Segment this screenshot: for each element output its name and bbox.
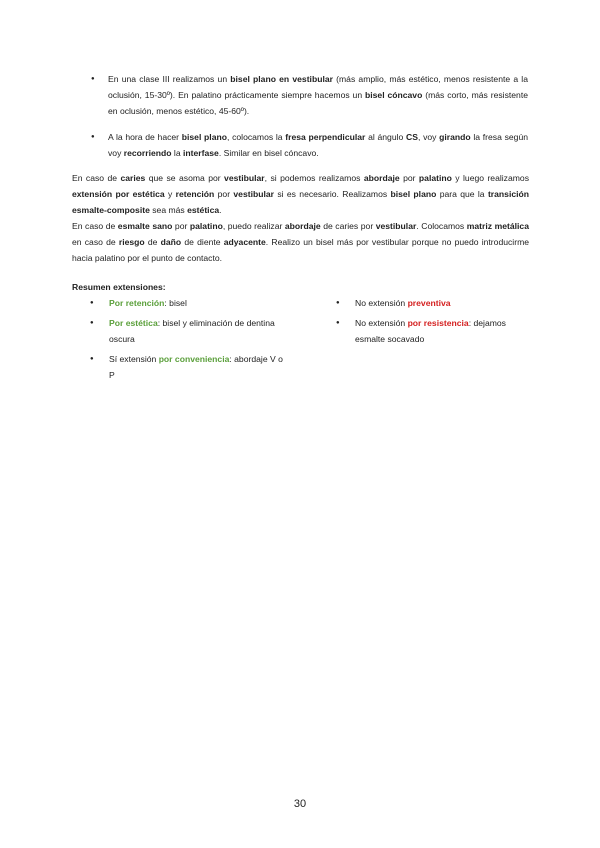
bold-text: recorriendo [123, 148, 172, 158]
paragraph-caries-vestibular: En caso de caries que se asoma por vestibular, si podemos realizamos abordaje por palatino y luego realizamos extensión por estética y retención por vestibular si es necesario. Realizamos bisel plano para que la transición esmalte-composite sea más estética. [72, 173, 530, 215]
bold-text: bisel plano [181, 132, 227, 142]
bold-text: bisel plano [390, 189, 437, 199]
bold-text: bisel plano en vestibular [230, 74, 333, 84]
green-text: Por retención [109, 298, 165, 308]
bold-text: extensión por estética [72, 189, 165, 199]
green-text: por conveniencia [158, 354, 230, 364]
red-text: preventiva [407, 298, 451, 308]
bold-text: vestibular [375, 221, 417, 231]
list-item: ● No extensión preventiva [336, 295, 536, 311]
bold-text: vestibular [233, 189, 274, 199]
bold-text: CS [406, 132, 418, 142]
list-item: ● Por estética: bisel y eliminación de dentina oscura [90, 315, 290, 347]
bold-text: fresa perpendicular [285, 132, 366, 142]
list-item: ● Por retención: bisel [90, 295, 290, 311]
summary-left-list [90, 295, 290, 387]
bold-text: adyacente [223, 237, 266, 247]
summary-right-list [336, 295, 536, 351]
summary-title: Resumen extensiones: [72, 282, 166, 292]
bold-text: abordaje [363, 173, 400, 183]
bold-text: daño [160, 237, 182, 247]
bold-text: caries [120, 173, 146, 183]
green-text: Por estética [109, 318, 158, 328]
paragraphs-block [72, 170, 529, 266]
bold-text: abordaje [284, 221, 321, 231]
bold-text: retención [175, 189, 215, 199]
list-item: ● Sí extensión por conveniencia: abordaje V o P [90, 351, 290, 383]
red-text: por resistencia [407, 318, 469, 328]
bold-text: bisel cóncavo [365, 90, 423, 100]
bold-text: palatino [189, 221, 223, 231]
bold-text: girando [439, 132, 471, 142]
paragraph-esmalte-sano-palatino: En caso de esmalte sano por palatino, puedo realizar abordaje de caries por vestibular. Colocamos matriz metálica en caso de riesgo de daño de diente adyacente. Realizo un bisel más por vestibular porque no puedo introducirme hacia palatino por el punto de contacto. [72, 221, 530, 263]
page-number: 30 [293, 798, 307, 810]
bold-text: transición esmalte-composite [72, 189, 530, 215]
bullet-bisel-plano-tecnica: ● A la hora de hacer bisel plano, colocamos la fresa perpendicular al ángulo CS, voy girando la fresa según voy recorriendo la interfase. Similar en bisel cóncavo. [108, 129, 528, 161]
bold-text: estética [187, 205, 220, 215]
bold-text: esmalte sano [117, 221, 173, 231]
list-item: ● No extensión por resistencia: dejamos esmalte socavado [336, 315, 536, 347]
bold-text: vestibular [224, 173, 265, 183]
bold-text: palatino [418, 173, 452, 183]
bold-text: interfase [183, 148, 219, 158]
bold-text: riesgo [118, 237, 145, 247]
bold-text: matriz metálica [466, 221, 529, 231]
bullet-bisel-clase-iii: ● En una clase III realizamos un bisel plano en vestibular (más amplio, más estético, menos resistente a la oclusión, 15-30º). En palatino prácticamente siempre hacemos un bisel cóncavo (más corto, más resistente en oclusión, menos estético, 45-60º). [108, 71, 528, 119]
